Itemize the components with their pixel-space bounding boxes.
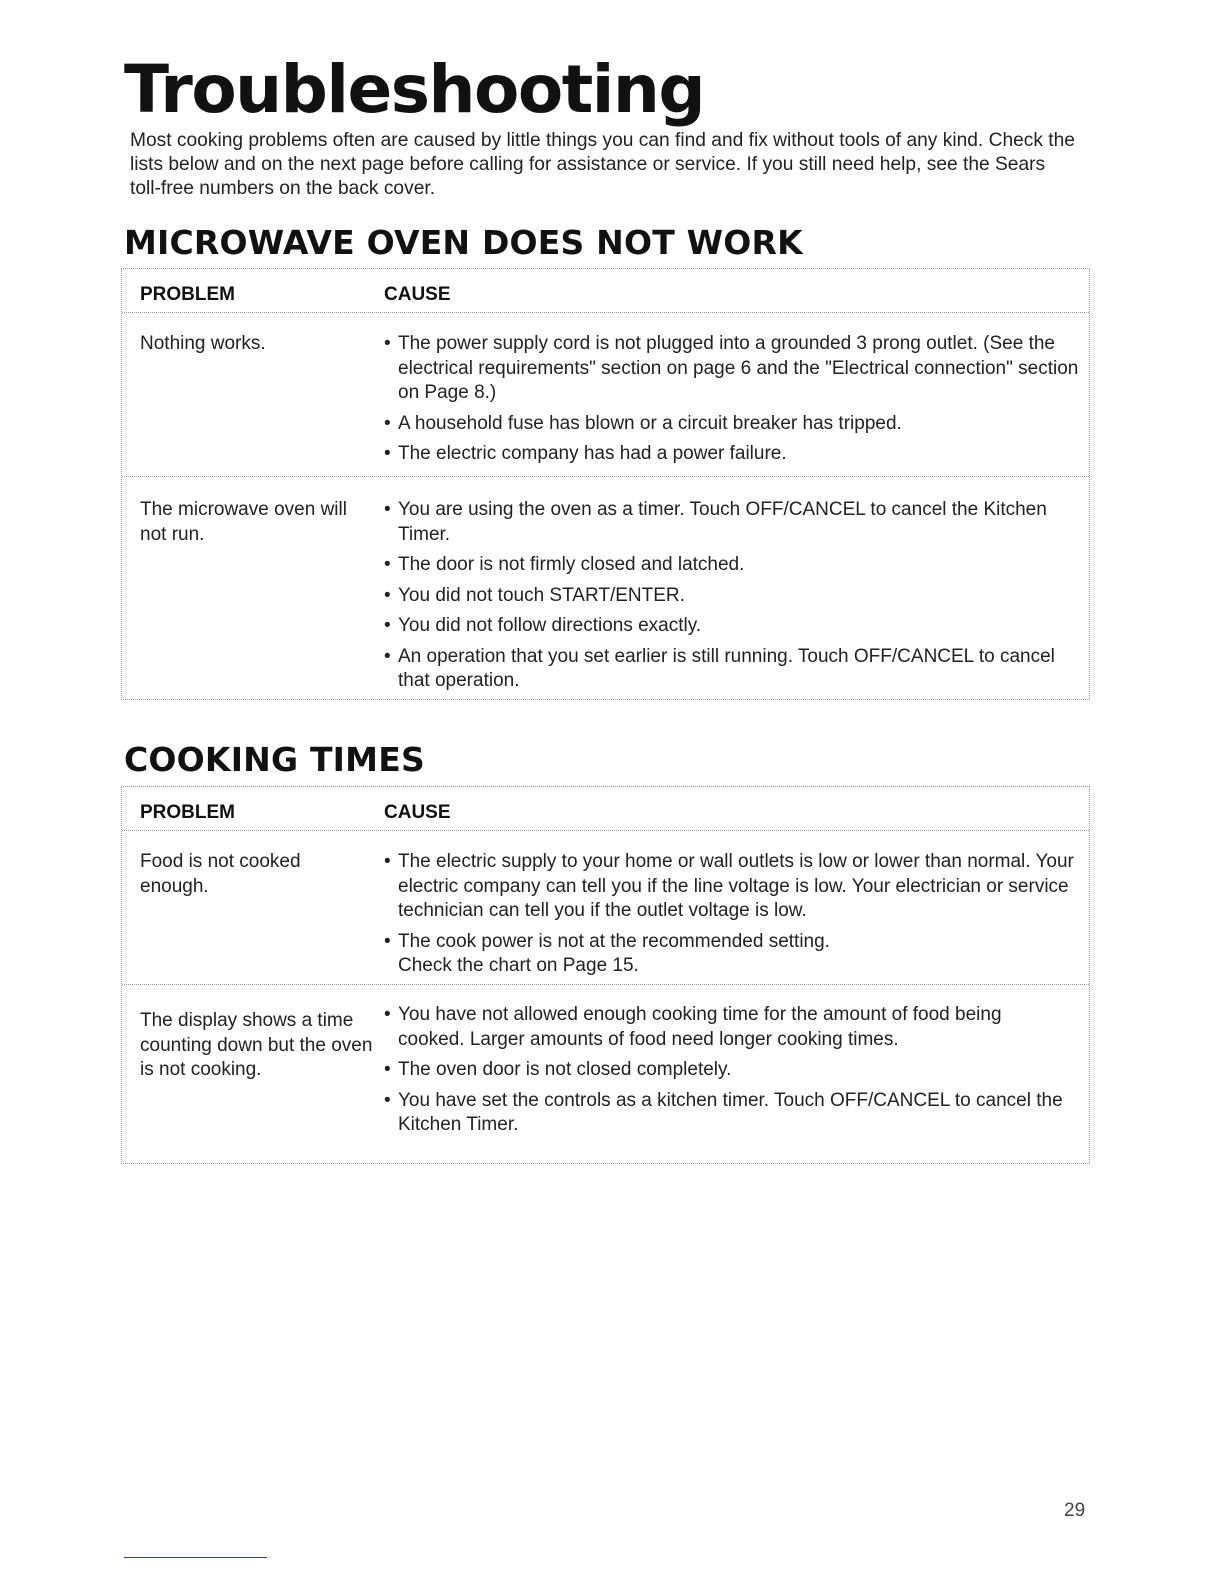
problem-text: Nothing works. bbox=[140, 333, 266, 354]
table-header bbox=[122, 787, 1089, 831]
cause-item bbox=[384, 442, 1079, 467]
cause-item bbox=[384, 614, 1079, 639]
column-header-problem: PROBLEM bbox=[140, 802, 235, 823]
problem-text-label: The microwave oven will not run. bbox=[140, 499, 347, 545]
bullet: • bbox=[384, 499, 391, 520]
bullet: • bbox=[384, 584, 391, 606]
problem-text bbox=[122, 1003, 384, 1163]
cause-text: The electric supply to your home or wall outlets is low or lower than normal. Your electric company can tell you if the line voltage is low. Your electrician or service technician can tell you if the outlet voltage is low. bbox=[398, 851, 1074, 921]
problem-text bbox=[122, 850, 384, 984]
cause-list bbox=[384, 498, 1089, 699]
cause-item bbox=[384, 645, 1079, 694]
bullet: • bbox=[384, 1004, 391, 1025]
bullet: • bbox=[384, 930, 391, 952]
cause-item bbox=[384, 553, 1079, 578]
bullet: • bbox=[384, 554, 391, 575]
bullet: • bbox=[384, 851, 391, 872]
bullet: • bbox=[384, 645, 391, 667]
cause-item bbox=[384, 1003, 1038, 1052]
bullet: • bbox=[384, 1059, 391, 1080]
cause-item bbox=[384, 1058, 1079, 1083]
table-header bbox=[122, 269, 1089, 313]
cause-item bbox=[384, 412, 1079, 437]
problem-text-label: Food is not cooked enough. bbox=[140, 851, 301, 897]
bullet: • bbox=[384, 615, 391, 636]
column-header-problem: PROBLEM bbox=[140, 284, 235, 305]
bullet: • bbox=[384, 443, 391, 464]
troubleshooting-table-oven-not-work bbox=[121, 268, 1090, 700]
cause-list bbox=[384, 332, 1089, 476]
cause-item bbox=[384, 498, 1079, 547]
cause-item bbox=[384, 930, 858, 979]
page-title: Troubleshooting bbox=[124, 51, 705, 128]
cause-item bbox=[384, 1089, 1079, 1138]
table-row bbox=[122, 313, 1089, 477]
page-number: 29 bbox=[1064, 1500, 1086, 1521]
cause-item bbox=[384, 584, 1079, 609]
table-row bbox=[122, 831, 1089, 985]
cause-item bbox=[384, 332, 1079, 406]
bullet: • bbox=[384, 412, 391, 434]
cause-text: You did not follow directions exactly. bbox=[398, 615, 702, 636]
footer-rule bbox=[124, 1557, 267, 1558]
cause-text: You did not touch START/ENTER. bbox=[398, 584, 685, 606]
table-row bbox=[122, 985, 1089, 1163]
cause-text: A household fuse has blown or a circuit breaker has tripped. bbox=[398, 412, 902, 434]
cause-list bbox=[384, 850, 1089, 984]
cause-text: The cook power is not at the recommended setting. Check the chart on Page 15. bbox=[398, 930, 830, 976]
cause-text: You have set the controls as a kitchen timer. Touch OFF/CANCEL to cancel the Kitchen Timer. bbox=[398, 1089, 1063, 1135]
problem-text-label: The display shows a time counting down but the oven is not cooking. bbox=[140, 1010, 373, 1080]
cause-item bbox=[384, 850, 1079, 924]
cause-text: The door is not firmly closed and latched. bbox=[398, 554, 745, 575]
cause-text: You have not allowed enough cooking time for the amount of food being cooked. Larger amounts of food need longer cooking times. bbox=[398, 1004, 1002, 1050]
column-header-cause: CAUSE bbox=[384, 802, 451, 823]
problem-text bbox=[122, 498, 384, 699]
bullet: • bbox=[384, 333, 391, 354]
table-row bbox=[122, 477, 1089, 699]
intro-paragraph: Most cooking problems often are caused by little things you can find and fix without tools of any kind. Check the lists below and on the next page before calling for assistance or service. If you still need help, see the Sears toll-free numbers on the back cover. bbox=[130, 130, 1075, 199]
cause-text: You are using the oven as a timer. Touch OFF/CANCEL to cancel the Kitchen Timer. bbox=[398, 499, 1047, 545]
section-heading-oven-not-work: MICROWAVE OVEN DOES NOT WORK bbox=[124, 223, 803, 262]
cause-text: The power supply cord is not plugged into a grounded 3 prong outlet. (See the electrical requirements" section on page 6 and the "Electrical connection" section on Page 8.) bbox=[398, 333, 1079, 403]
section-heading-cooking-times: COOKING TIMES bbox=[124, 740, 425, 779]
bullet: • bbox=[384, 1089, 391, 1111]
cause-text: The oven door is not closed completely. bbox=[398, 1059, 732, 1080]
cause-list bbox=[384, 1003, 1089, 1163]
cause-text: The electric company has had a power failure. bbox=[398, 443, 787, 464]
cause-text: An operation that you set earlier is still running. Touch OFF/CANCEL to cancel that operation. bbox=[398, 645, 1055, 691]
column-header-cause: CAUSE bbox=[384, 284, 451, 305]
troubleshooting-table-cooking-times bbox=[121, 786, 1090, 1164]
